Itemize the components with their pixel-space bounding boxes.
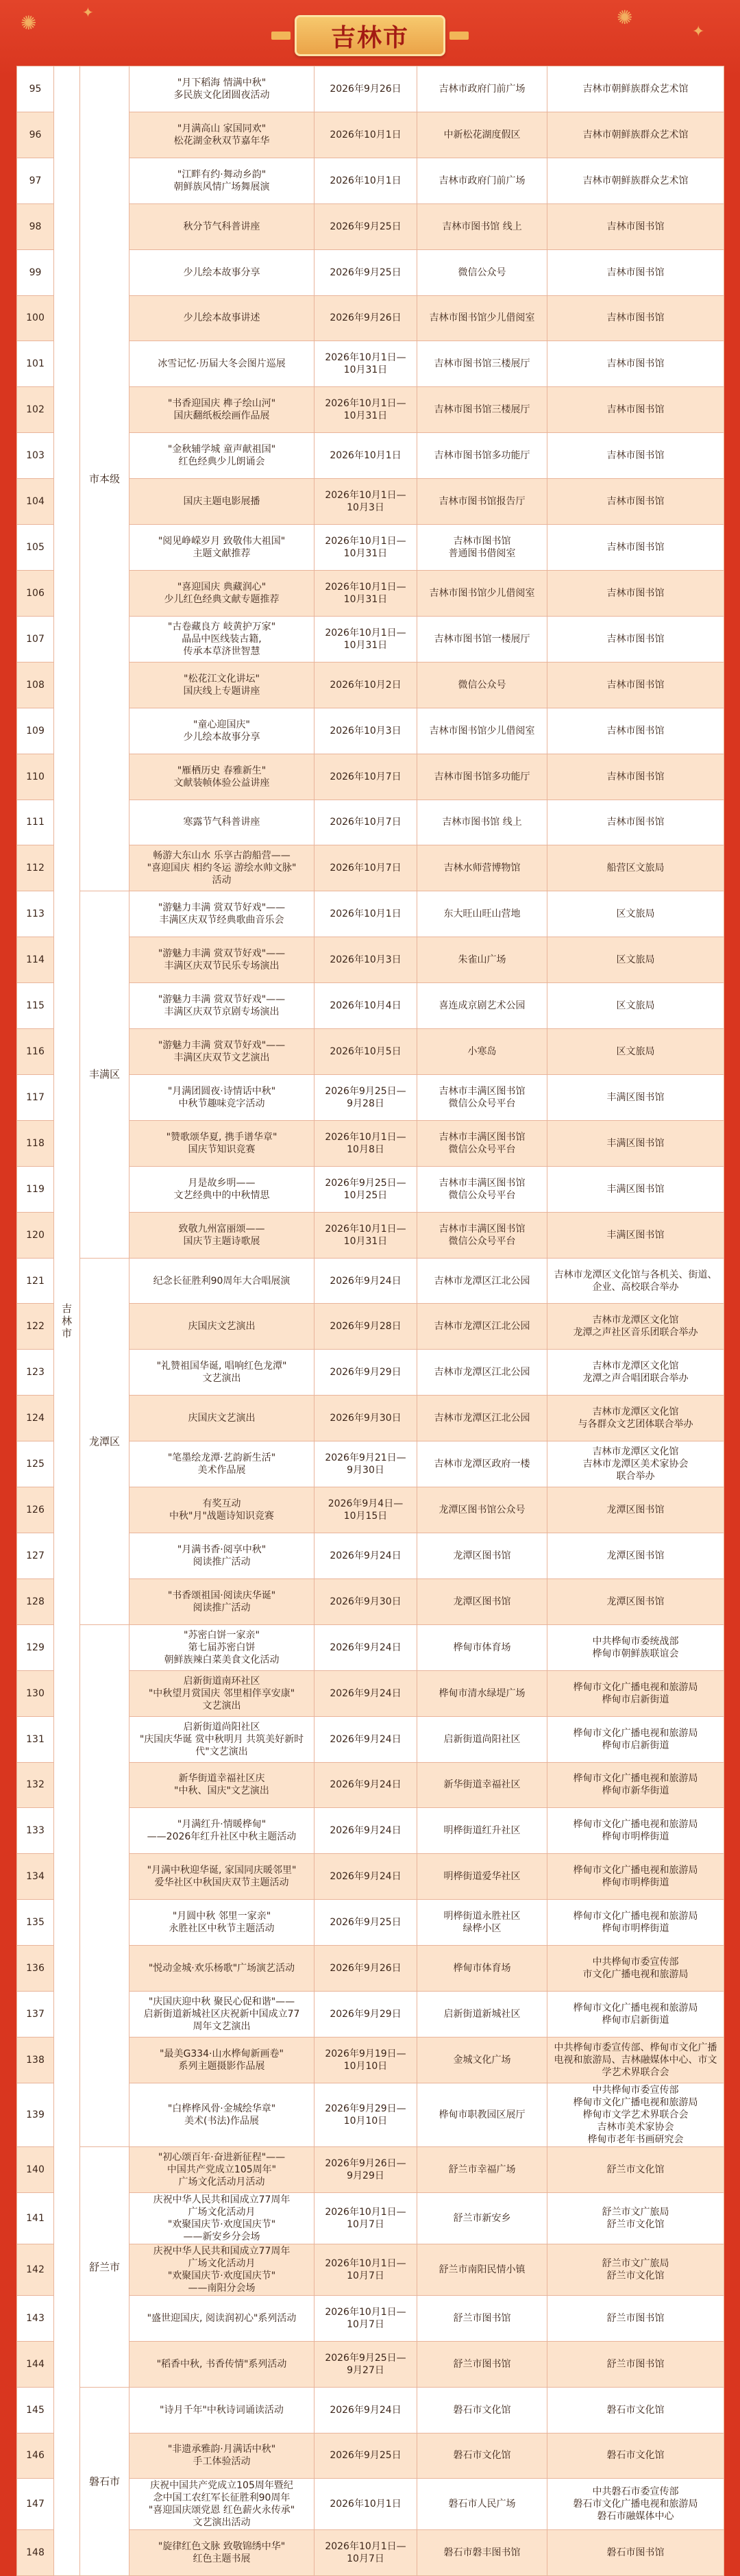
- activity-time: 2026年10月1日: [314, 891, 417, 937]
- table-row: [17, 2146, 724, 2192]
- row-number: 122: [17, 1304, 54, 1350]
- activity-location: 桦甸市体育场: [417, 1624, 547, 1670]
- activity-organizer: 区文旅局: [547, 983, 724, 1029]
- activity-name: "笔墨绘龙潭·艺韵新生活" 美术作品展: [130, 1441, 314, 1487]
- activity-organizer: 中共桦甸市委宣传部 桦甸市文化广播电视和旅游局 桦甸市文学艺术界联合会 吉林市美术家协会 桦甸市老年书画研究会: [547, 2083, 724, 2146]
- activity-time: 2026年9月4日— 10月15日: [314, 1487, 417, 1533]
- activity-time: 2026年9月25日— 9月28日: [314, 1074, 417, 1120]
- row-number: 112: [17, 845, 54, 891]
- activity-location: 龙潭区图书馆: [417, 1578, 547, 1624]
- activity-time: 2026年10月1日— 10月8日: [314, 1120, 417, 1166]
- activity-time: 2026年10月7日: [314, 845, 417, 891]
- activity-location: 桦甸市清水绿堤广场: [417, 1670, 547, 1716]
- activity-location: 金城文化广场: [417, 2037, 547, 2083]
- activity-location: 吉林水师营博物馆: [417, 845, 547, 891]
- activity-organizer: 吉林市图书馆: [547, 616, 724, 662]
- activity-organizer: 龙潭区图书馆: [547, 1578, 724, 1624]
- table-row: [17, 1258, 724, 1304]
- row-number: 111: [17, 800, 54, 845]
- activity-name: "初心颂百年·奋进新征程"—— 中国共产党成立105周年" 广场文化活动月活动: [130, 2146, 314, 2192]
- activity-time: 2026年10月1日— 10月31日: [314, 1212, 417, 1258]
- activity-organizer: 吉林市龙潭区文化馆 龙潭之声合唱团联合举办: [547, 1350, 724, 1396]
- activity-name: "白桦桦风骨·金城绘华章" 美术(书法)作品展: [130, 2083, 314, 2146]
- activity-time: 2026年9月24日: [314, 1808, 417, 1854]
- row-number: 103: [17, 433, 54, 479]
- activity-time: 2026年9月24日: [314, 1258, 417, 1304]
- activity-organizer: 桦甸市文化广播电视和旅游局 桦甸市启新街道: [547, 1992, 724, 2038]
- activity-organizer: 中共桦甸市委宣传部、桦甸市文化广播电视和旅游局、吉林融媒体中心、市文学艺术界联合会: [547, 2037, 724, 2083]
- activity-time: 2026年9月30日: [314, 1578, 417, 1624]
- row-number: 114: [17, 937, 54, 983]
- activity-name: "非遗承雅韵·月满话中秋" 手工体验活动: [130, 2433, 314, 2479]
- activity-location: 明桦街道永胜社区 绿桦小区: [417, 1900, 547, 1946]
- firework-icon: ✺: [617, 6, 633, 29]
- row-number: 132: [17, 1762, 54, 1808]
- activity-time: 2026年9月24日: [314, 2387, 417, 2433]
- activity-organizer: 丰满区图书馆: [547, 1074, 724, 1120]
- activity-location: 吉林市图书馆三楼展厅: [417, 341, 547, 387]
- activity-location: 舒兰市南阳民情小镇: [417, 2244, 547, 2295]
- row-number: 119: [17, 1166, 54, 1212]
- header-banner: [0, 0, 740, 75]
- row-number: 124: [17, 1396, 54, 1441]
- activity-organizer: 吉林市图书馆: [547, 387, 724, 433]
- activity-location: 明桦街道爱华社区: [417, 1854, 547, 1900]
- table-row: [17, 66, 724, 112]
- activity-location: 吉林市丰满区图书馆 微信公众号平台: [417, 1074, 547, 1120]
- activity-name: "松花江文化讲坛" 国庆线上专题讲座: [130, 662, 314, 708]
- activity-time: 2026年10月7日: [314, 754, 417, 800]
- activity-name: "赞歌颂华夏, 携手谱华章" 国庆节知识竞赛: [130, 1120, 314, 1166]
- activity-name: "月满中秋迎华诞, 家国同庆暖邻里" 爱华社区中秋国庆双节主题活动: [130, 1854, 314, 1900]
- activity-location: 吉林市丰满区图书馆 微信公众号平台: [417, 1120, 547, 1166]
- activity-organizer: 吉林市图书馆: [547, 570, 724, 616]
- row-number: 107: [17, 616, 54, 662]
- row-number: 136: [17, 1946, 54, 1992]
- activity-location: 龙潭区图书馆公众号: [417, 1487, 547, 1533]
- activity-name: 纪念长征胜利90周年大合唱展演: [130, 1258, 314, 1304]
- activity-organizer: 吉林市朝鲜族群众艺术馆: [547, 66, 724, 112]
- activity-name: "书香迎国庆 榫子绘山河" 国庆翻纸板绘画作品展: [130, 387, 314, 433]
- activity-organizer: 吉林市图书馆: [547, 662, 724, 708]
- row-number: 130: [17, 1670, 54, 1716]
- row-number: 145: [17, 2387, 54, 2433]
- row-number: 146: [17, 2433, 54, 2479]
- activity-location: 吉林市丰满区图书馆 微信公众号平台: [417, 1212, 547, 1258]
- activity-organizer: 丰满区图书馆: [547, 1212, 724, 1258]
- activity-time: 2026年9月24日: [314, 1624, 417, 1670]
- activity-organizer: 吉林市龙潭区文化馆 吉林市龙潭区美术家协会 联合举办: [547, 1441, 724, 1487]
- activity-time: 2026年10月1日— 10月31日: [314, 570, 417, 616]
- activity-location: 吉林市图书馆报告厅: [417, 479, 547, 525]
- activity-organizer: 磐石市图书馆: [547, 2530, 724, 2576]
- activity-organizer: 吉林市龙潭区文化馆与各机关、街道、企业、高校联合举办: [547, 1258, 724, 1304]
- row-number: 126: [17, 1487, 54, 1533]
- activity-name: "游魅力丰满 赏双节好戏"—— 丰满区庆双节文艺演出: [130, 1029, 314, 1075]
- activity-name: "月满红升·情暖桦甸" ——2026年红升社区中秋主题活动: [130, 1808, 314, 1854]
- activity-time: 2026年9月26日: [314, 295, 417, 341]
- activity-location: 小寒岛: [417, 1029, 547, 1075]
- activity-organizer: 舒兰市图书馆: [547, 2341, 724, 2387]
- activity-time: 2026年9月25日: [314, 1900, 417, 1946]
- activity-time: 2026年9月25日: [314, 2433, 417, 2479]
- activity-organizer: 吉林市图书馆: [547, 479, 724, 525]
- row-number: 131: [17, 1716, 54, 1762]
- row-number: 135: [17, 1900, 54, 1946]
- activity-organizer: 龙潭区图书馆: [547, 1487, 724, 1533]
- activity-name: "稻香中秋, 书香传情"系列活动: [130, 2341, 314, 2387]
- activity-name: 少儿绘本故事讲述: [130, 295, 314, 341]
- activity-name: "月满书香·阅享中秋" 阅读推广活动: [130, 1533, 314, 1579]
- row-number: 99: [17, 249, 54, 295]
- activity-time: 2026年10月1日: [314, 2479, 417, 2530]
- activity-location: 吉林市丰满区图书馆 微信公众号平台: [417, 1166, 547, 1212]
- row-number: 142: [17, 2244, 54, 2295]
- activity-organizer: 丰满区图书馆: [547, 1166, 724, 1212]
- activity-name: 冰雪记忆·历届大冬会图片巡展: [130, 341, 314, 387]
- activity-time: 2026年9月29日: [314, 1350, 417, 1396]
- activity-time: 2026年10月1日— 10月7日: [314, 2192, 417, 2244]
- activity-time: 2026年10月2日: [314, 662, 417, 708]
- activity-name: 启新街道尚阳社区 "庆国庆华诞 赏中秋明月 共筑美好新时代"文艺演出: [130, 1716, 314, 1762]
- activity-location: 吉林市图书馆多功能厅: [417, 433, 547, 479]
- activity-organizer: 桦甸市文化广播电视和旅游局 桦甸市启新街道: [547, 1670, 724, 1716]
- activity-name: 庆祝中华人民共和国成立77周年 广场文化活动月 "欢聚国庆节·欢度国庆节" ——新安乡分会场: [130, 2192, 314, 2244]
- activity-location: 微信公众号: [417, 249, 547, 295]
- row-number: 98: [17, 203, 54, 249]
- activity-time: 2026年9月24日: [314, 1854, 417, 1900]
- activity-location: 喜连成京剧艺术公园: [417, 983, 547, 1029]
- activity-organizer: 吉林市图书馆: [547, 754, 724, 800]
- table-row: [17, 891, 724, 937]
- activity-organizer: 舒兰市文化馆: [547, 2146, 724, 2192]
- activity-time: 2026年10月1日— 10月31日: [314, 341, 417, 387]
- page-title-badge: [295, 15, 445, 56]
- activity-name: "诗月千年"中秋诗词诵读活动: [130, 2387, 314, 2433]
- activity-table: [16, 66, 724, 2576]
- district-cell: [80, 1624, 130, 2146]
- activity-name: "书香颂祖国·阅读庆华诞" 阅读推广活动: [130, 1578, 314, 1624]
- activity-location: 吉林市政府门前广场: [417, 66, 547, 112]
- activity-time: 2026年9月25日— 10月25日: [314, 1166, 417, 1212]
- activity-name: 启新街道南环社区 "中秋望月赏国庆 邻里相伴享安康" 文艺演出: [130, 1670, 314, 1716]
- activity-location: 吉林市图书馆 线上: [417, 203, 547, 249]
- firework-icon: ✺: [21, 12, 37, 34]
- activity-organizer: 桦甸市文化广播电视和旅游局 桦甸市明桦街道: [547, 1808, 724, 1854]
- activity-time: 2026年10月4日: [314, 983, 417, 1029]
- activity-time: 2026年10月1日: [314, 433, 417, 479]
- activity-name: 寒露节气科普讲座: [130, 800, 314, 845]
- activity-time: 2026年10月1日— 10月31日: [314, 525, 417, 571]
- activity-name: "童心迎国庆" 少儿绘本故事分享: [130, 708, 314, 754]
- activity-location: 舒兰市新安乡: [417, 2192, 547, 2244]
- activity-organizer: 吉林市朝鲜族群众艺术馆: [547, 112, 724, 158]
- row-number: 133: [17, 1808, 54, 1854]
- activity-location: 微信公众号: [417, 662, 547, 708]
- sparkle-icon: ✦: [82, 4, 94, 21]
- activity-location: 新华街道幸福社区: [417, 1762, 547, 1808]
- activity-location: 吉林市图书馆少儿借阅室: [417, 708, 547, 754]
- activity-organizer: 中共桦甸市委宣传部 市文化广播电视和旅游局: [547, 1946, 724, 1992]
- row-number: 138: [17, 2037, 54, 2083]
- activity-organizer: 舒兰市文广旅局 舒兰市文化馆: [547, 2244, 724, 2295]
- activity-name: 畅游大东山水 乐享古韵船营—— "喜迎国庆 相约冬运 游绘水帅文脉" 活动: [130, 845, 314, 891]
- row-number: 121: [17, 1258, 54, 1304]
- activity-organizer: 桦甸市文化广播电视和旅游局 桦甸市启新街道: [547, 1716, 724, 1762]
- district-cell: 龙潭区: [80, 1258, 130, 1624]
- activity-name: 致敬九州富丽颂—— 国庆节主题诗歌展: [130, 1212, 314, 1258]
- row-number: 139: [17, 2083, 54, 2146]
- activity-organizer: 吉林市图书馆: [547, 341, 724, 387]
- activity-location: 吉林市龙潭区政府一楼: [417, 1441, 547, 1487]
- activity-time: 2026年9月26日: [314, 66, 417, 112]
- activity-name: "古卷藏良方 岐黄护万家" 晶品中医线装古籍, 传承本草济世智慧: [130, 616, 314, 662]
- row-number: 115: [17, 983, 54, 1029]
- row-number: 96: [17, 112, 54, 158]
- city-cell: 吉林市: [54, 66, 80, 2576]
- activity-time: 2026年9月21日— 9月30日: [314, 1441, 417, 1487]
- activity-name: "礼赞祖国华诞, 唱响红色龙潭" 文艺演出: [130, 1350, 314, 1396]
- activity-name: "金秋辅学城 童声献祖国" 红色经典少儿朗诵会: [130, 433, 314, 479]
- row-number: 97: [17, 158, 54, 203]
- activity-location: 舒兰市图书馆: [417, 2341, 547, 2387]
- activity-organizer: 吉林市龙潭区文化馆 龙潭之声社区音乐团联合举办: [547, 1304, 724, 1350]
- district-cell: 市本级: [80, 66, 130, 891]
- activity-location: 磐石市人民广场: [417, 2479, 547, 2530]
- activity-name: "悦动金城·欢乐杨歌"广场演艺活动: [130, 1946, 314, 1992]
- activity-name: "喜迎国庆 典藏润心" 少儿红色经典文献专题推荐: [130, 570, 314, 616]
- activity-name: 国庆主题电影展播: [130, 479, 314, 525]
- activity-name: "游魅力丰满 赏双节好戏"—— 丰满区庆双节民乐专场演出: [130, 937, 314, 983]
- row-number: 104: [17, 479, 54, 525]
- activity-organizer: 吉林市图书馆: [547, 295, 724, 341]
- row-number: 140: [17, 2146, 54, 2192]
- activity-time: 2026年9月28日: [314, 1304, 417, 1350]
- activity-organizer: 区文旅局: [547, 891, 724, 937]
- activity-time: 2026年10月3日: [314, 708, 417, 754]
- activity-location: 吉林市图书馆一楼展厅: [417, 616, 547, 662]
- activity-location: 吉林市政府门前广场: [417, 158, 547, 203]
- activity-location: 吉林市图书馆 线上: [417, 800, 547, 845]
- activity-organizer: 船营区文旅局: [547, 845, 724, 891]
- activity-name: "庆国庆迎中秋 聚民心促和谐"—— 启新街道新城社区庆祝新中国成立77 周年文艺演出: [130, 1992, 314, 2038]
- activity-name: 庆国庆文艺演出: [130, 1304, 314, 1350]
- activity-time: 2026年10月1日— 10月31日: [314, 387, 417, 433]
- activity-location: 启新街道尚阳社区: [417, 1716, 547, 1762]
- activity-location: 吉林市龙潭区江北公园: [417, 1396, 547, 1441]
- activity-location: 朱雀山广场: [417, 937, 547, 983]
- activity-time: 2026年9月24日: [314, 1716, 417, 1762]
- activity-organizer: 吉林市朝鲜族群众艺术馆: [547, 158, 724, 203]
- row-number: 148: [17, 2530, 54, 2576]
- activity-organizer: 吉林市图书馆: [547, 203, 724, 249]
- activity-location: 舒兰市图书馆: [417, 2295, 547, 2341]
- activity-name: 秋分节气科普讲座: [130, 203, 314, 249]
- page-title: 吉林市: [330, 23, 409, 52]
- activity-organizer: 磐石市文化馆: [547, 2433, 724, 2479]
- row-number: 100: [17, 295, 54, 341]
- activity-time: 2026年10月3日: [314, 937, 417, 983]
- activity-time: 2026年10月1日— 10月7日: [314, 2244, 417, 2295]
- activity-location: 龙潭区图书馆: [417, 1533, 547, 1579]
- activity-organizer: 桦甸市文化广播电视和旅游局 桦甸市明桦街道: [547, 1854, 724, 1900]
- activity-name: 有奖互动 中秋"月"战题诗知识竞赛: [130, 1487, 314, 1533]
- district-cell: 磐石市: [80, 2387, 130, 2576]
- activity-name: "江畔有约·舞动乡韵" 朝鲜族风情广场舞展演: [130, 158, 314, 203]
- activity-organizer: 磐石市文化馆: [547, 2387, 724, 2433]
- activity-name: 少儿绘本故事分享: [130, 249, 314, 295]
- activity-location: 明桦街道红升社区: [417, 1808, 547, 1854]
- activity-time: 2026年9月25日: [314, 249, 417, 295]
- activity-name: "盛世迎国庆, 阅读润初心"系列活动: [130, 2295, 314, 2341]
- title-ornament-left: [271, 32, 291, 40]
- activity-time: 2026年10月5日: [314, 1029, 417, 1075]
- activity-organizer: 吉林市图书馆: [547, 249, 724, 295]
- row-number: 147: [17, 2479, 54, 2530]
- activity-time: 2026年9月24日: [314, 1533, 417, 1579]
- row-number: 123: [17, 1350, 54, 1396]
- activity-organizer: 吉林市龙潭区文化馆 与各群众文艺团体联合举办: [547, 1396, 724, 1441]
- activity-name: 庆祝中华人民共和国成立77周年 广场文化活动月 "欢聚国庆节·欢度国庆节" ——南阳分会场: [130, 2244, 314, 2295]
- activity-organizer: 区文旅局: [547, 1029, 724, 1075]
- activity-time: 2026年9月26日— 9月29日: [314, 2146, 417, 2192]
- activity-time: 2026年10月1日— 10月7日: [314, 2530, 417, 2576]
- district-cell: 舒兰市: [80, 2146, 130, 2387]
- activity-name: "旋律红色文脉 致敬锦绣中华" 红色主题书展: [130, 2530, 314, 2576]
- activity-location: 吉林市图书馆 普通图书借阅室: [417, 525, 547, 571]
- row-number: 113: [17, 891, 54, 937]
- activity-location: 磐石市文化馆: [417, 2433, 547, 2479]
- row-number: 108: [17, 662, 54, 708]
- activity-name: "月满团圆夜·诗情话中秋" 中秋节趣味竞字活动: [130, 1074, 314, 1120]
- sparkle-icon: ✦: [692, 23, 705, 40]
- activity-name: "雁栖历史 春雅新生" 文献装帧体验公益讲座: [130, 754, 314, 800]
- activity-name: "最美G334·山水桦甸新画卷" 系列主题摄影作品展: [130, 2037, 314, 2083]
- activity-location: 吉林市图书馆少儿借阅室: [417, 570, 547, 616]
- activity-organizer: 舒兰市图书馆: [547, 2295, 724, 2341]
- activity-organizer: 桦甸市文化广播电视和旅游局 桦甸市新华街道: [547, 1762, 724, 1808]
- activity-location: 磐石市文化馆: [417, 2387, 547, 2433]
- activity-time: 2026年9月26日: [314, 1946, 417, 1992]
- activity-name: 庆国庆文艺演出: [130, 1396, 314, 1441]
- row-number: 129: [17, 1624, 54, 1670]
- row-number: 117: [17, 1074, 54, 1120]
- activity-name: 新华街道幸福社区庆 "中秋、国庆"文艺演出: [130, 1762, 314, 1808]
- activity-organizer: 桦甸市文化广播电视和旅游局 桦甸市明桦街道: [547, 1900, 724, 1946]
- activity-location: 吉林市图书馆少儿借阅室: [417, 295, 547, 341]
- row-number: 109: [17, 708, 54, 754]
- activity-location: 桦甸市体育场: [417, 1946, 547, 1992]
- activity-time: 2026年9月29日: [314, 1992, 417, 2038]
- row-number: 144: [17, 2341, 54, 2387]
- table-row: [17, 1624, 724, 1670]
- activity-time: 2026年9月29日— 10月10日: [314, 2083, 417, 2146]
- activity-name: "阅见峥嵘岁月 致敬伟大祖国" 主题文献推荐: [130, 525, 314, 571]
- row-number: 125: [17, 1441, 54, 1487]
- activity-location: 吉林市龙潭区江北公园: [417, 1304, 547, 1350]
- activity-time: 2026年10月7日: [314, 800, 417, 845]
- activity-table-sheet: [16, 66, 724, 2565]
- activity-time: 2026年10月1日: [314, 158, 417, 203]
- activity-organizer: 吉林市图书馆: [547, 433, 724, 479]
- row-number: 118: [17, 1120, 54, 1166]
- row-number: 141: [17, 2192, 54, 2244]
- activity-time: 2026年9月24日: [314, 1670, 417, 1716]
- row-number: 127: [17, 1533, 54, 1579]
- activity-location: 启新街道新城社区: [417, 1992, 547, 2038]
- row-number: 106: [17, 570, 54, 616]
- activity-organizer: 丰满区图书馆: [547, 1120, 724, 1166]
- activity-name: "月下稻海 情满中秋" 多民族文化团圆夜活动: [130, 66, 314, 112]
- activity-time: 2026年10月1日: [314, 112, 417, 158]
- activity-time: 2026年9月25日: [314, 203, 417, 249]
- activity-organizer: 区文旅局: [547, 937, 724, 983]
- row-number: 95: [17, 66, 54, 112]
- activity-location: 舒兰市幸福广场: [417, 2146, 547, 2192]
- activity-organizer: 吉林市图书馆: [547, 800, 724, 845]
- activity-name: 庆祝中国共产党成立105周年暨纪 念中国工农红军长征胜利90周年 "喜迎国庆颂党恩 红色薪火永传承" 文艺演出活动: [130, 2479, 314, 2530]
- activity-organizer: 中共桦甸市委统战部 桦甸市朝鲜族联谊会: [547, 1624, 724, 1670]
- row-number: 105: [17, 525, 54, 571]
- activity-time: 2026年9月25日— 9月27日: [314, 2341, 417, 2387]
- activity-organizer: 舒兰市文广旅局 舒兰市文化馆: [547, 2192, 724, 2244]
- row-number: 116: [17, 1029, 54, 1075]
- activity-organizer: 吉林市图书馆: [547, 708, 724, 754]
- row-number: 143: [17, 2295, 54, 2341]
- activity-location: 东大旺山旺山营地: [417, 891, 547, 937]
- row-number: 128: [17, 1578, 54, 1624]
- activity-time: 2026年10月1日— 10月7日: [314, 2295, 417, 2341]
- activity-organizer: 龙潭区图书馆: [547, 1533, 724, 1579]
- activity-location: 吉林市龙潭区江北公园: [417, 1350, 547, 1396]
- row-number: 137: [17, 1992, 54, 2038]
- row-number: 120: [17, 1212, 54, 1258]
- activity-location: 吉林市图书馆三楼展厅: [417, 387, 547, 433]
- activity-time: 2026年9月24日: [314, 1762, 417, 1808]
- activity-name: "苏密白饼一家亲" 第七届苏密白饼 朝鲜族辣白菜美食文化活动: [130, 1624, 314, 1670]
- activity-name: "游魅力丰满 赏双节好戏"—— 丰满区庆双节京剧专场演出: [130, 983, 314, 1029]
- row-number: 110: [17, 754, 54, 800]
- activity-organizer: 吉林市图书馆: [547, 525, 724, 571]
- district-cell: 丰满区: [80, 891, 130, 1258]
- activity-time: 2026年10月1日— 10月3日: [314, 479, 417, 525]
- row-number: 101: [17, 341, 54, 387]
- activity-organizer: 中共磐石市委宣传部 磐石市文化广播电视和旅游局 磐石市融媒体中心: [547, 2479, 724, 2530]
- activity-time: 2026年10月1日— 10月31日: [314, 616, 417, 662]
- row-number: 102: [17, 387, 54, 433]
- activity-name: 月是故乡明—— 文艺经典中的中秋情思: [130, 1166, 314, 1212]
- activity-location: 吉林市龙潭区江北公园: [417, 1258, 547, 1304]
- row-number: 134: [17, 1854, 54, 1900]
- activity-name: "月满高山 家国同欢" 松花湖金秋双节嘉年华: [130, 112, 314, 158]
- activity-time: 2026年9月19日— 10月10日: [314, 2037, 417, 2083]
- activity-location: 吉林市图书馆多功能厅: [417, 754, 547, 800]
- title-ornament-right: [449, 32, 469, 40]
- activity-name: "游魅力丰满 赏双节好戏"—— 丰满区庆双节经典歌曲音乐会: [130, 891, 314, 937]
- activity-location: 桦甸市职教园区展厅: [417, 2083, 547, 2146]
- activity-time: 2026年9月30日: [314, 1396, 417, 1441]
- activity-name: "月圆中秋 邻里一家亲" 永胜社区中秋节主题活动: [130, 1900, 314, 1946]
- activity-location: 中新松花湖度假区: [417, 112, 547, 158]
- activity-location: 磐石市磐丰图书馆: [417, 2530, 547, 2576]
- table-row: [17, 2387, 724, 2433]
